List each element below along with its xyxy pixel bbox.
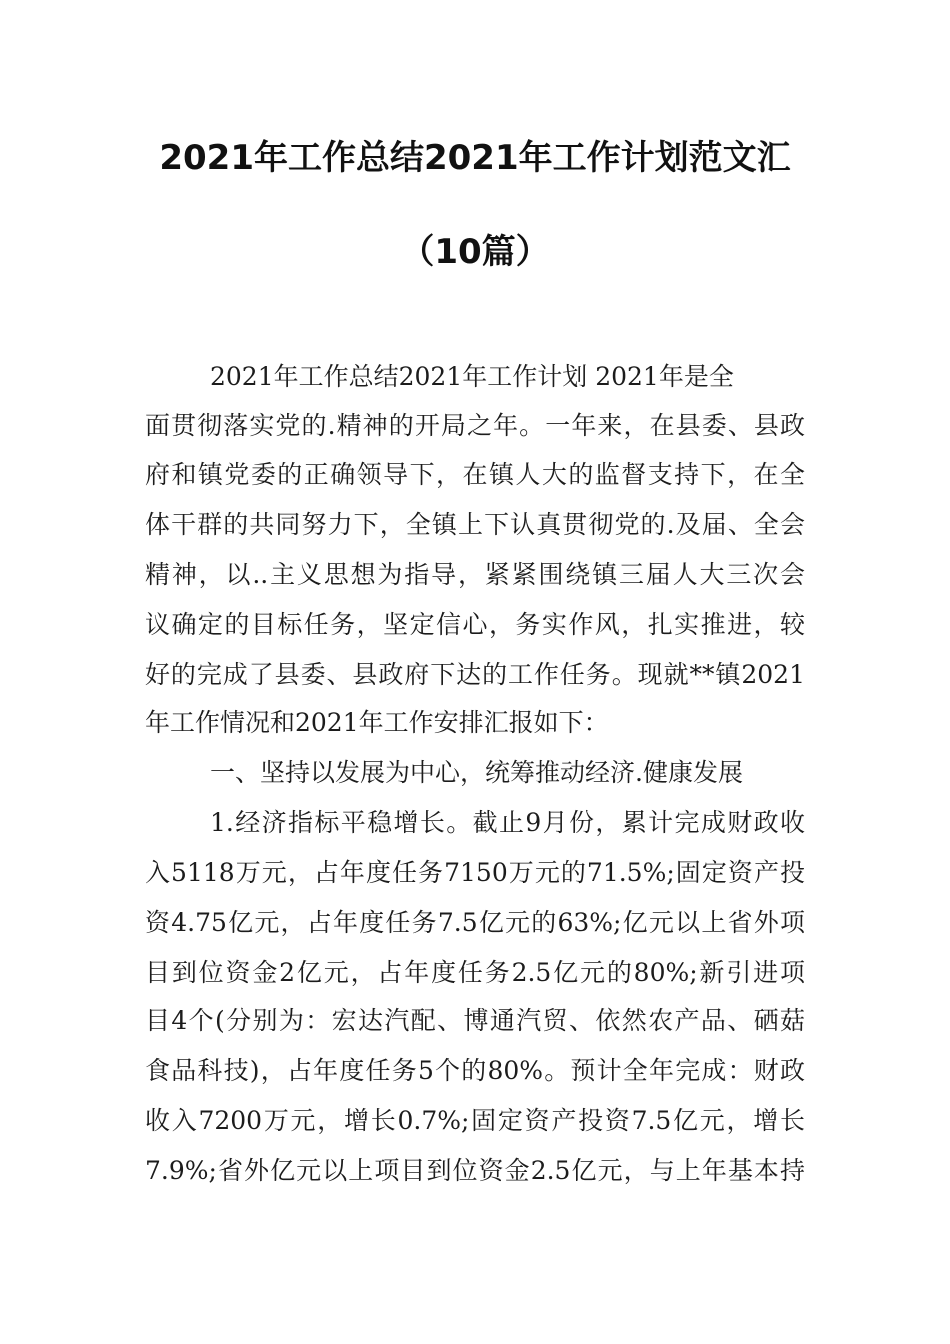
- body-line: 7.9%;省外亿元以上项目到位资金2.5亿元，与上年基本持: [145, 1156, 805, 1185]
- body-line: 面贯彻落实党的.精神的开局之年。一年来，在县委、县政: [145, 411, 805, 440]
- body-line: 体干群的共同努力下，全镇上下认真贯彻党的.及届、全会: [145, 510, 805, 539]
- document-title-line-1: 2021年工作总结2021年工作计划范文汇: [159, 138, 791, 178]
- body-line: 食品科技)，占年度任务5个的80%。预计全年完成：财政: [145, 1056, 805, 1085]
- body-line: 精神，以..主义思想为指导，紧紧围绕镇三届人大三次会: [145, 560, 805, 589]
- body-line: 年工作情况和2021年工作安排汇报如下：: [145, 708, 609, 737]
- body-line: 2021年工作总结2021年工作计划 2021年是全: [210, 362, 734, 391]
- body-line: 入5118万元，占年度任务7150万元的71.5%;固定资产投: [145, 858, 805, 887]
- body-line: 收入7200万元，增长0.7%;固定资产投资7.5亿元，增长: [145, 1106, 805, 1135]
- body-line: 目4个(分别为：宏达汽配、博通汽贸、依然农产品、硒菇: [145, 1006, 805, 1035]
- body-line: 资4.75亿元，占年度任务7.5亿元的63%;亿元以上省外项: [145, 908, 805, 937]
- body-line: 目到位资金2亿元，占年度任务2.5亿元的80%;新引进项: [145, 958, 805, 987]
- body-line: 1.经济指标平稳增长。截止9月份，累计完成财政收: [210, 808, 805, 837]
- body-line: 好的完成了县委、县政府下达的工作任务。现就**镇2021: [145, 660, 805, 689]
- document-title-line-2: （10篇）: [400, 232, 550, 272]
- section-heading: 一、坚持以发展为中心，统筹推动经济.健康发展: [210, 758, 743, 787]
- body-line: 议确定的目标任务，坚定信心，务实作风，扎实推进，较: [145, 610, 805, 639]
- body-line: 府和镇党委的正确领导下，在镇人大的监督支持下，在全: [145, 460, 805, 489]
